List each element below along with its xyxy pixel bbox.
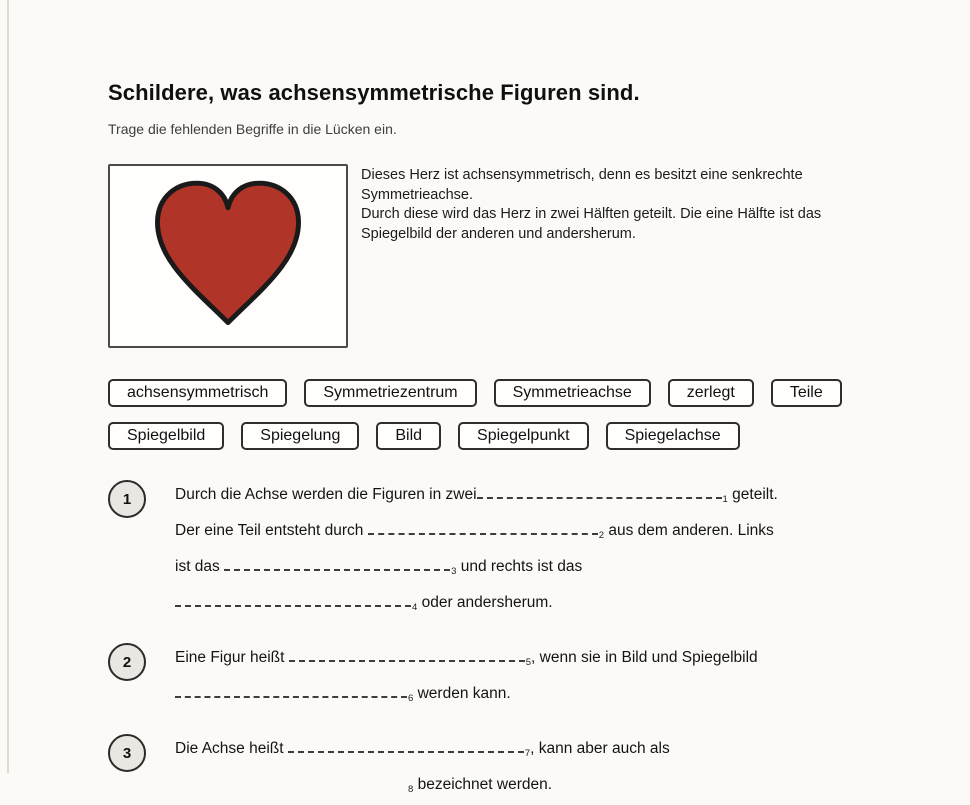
word-bank-row (108, 379, 970, 407)
blank-number-3: 3 (451, 566, 457, 577)
blank-7[interactable] (288, 734, 524, 753)
exercise-line (175, 551, 778, 587)
exercise-text-segment: Die Achse heißt (175, 740, 288, 757)
exercise-text-segment: werden kann. (413, 685, 511, 702)
exercise-line (407, 769, 670, 805)
blank-2[interactable] (368, 516, 598, 535)
exercises (108, 479, 970, 805)
intro-line: Dieses Herz ist achsensymmetrisch, denn es besitzt eine senkrechte (361, 167, 803, 183)
word-chip[interactable]: Teile (771, 379, 842, 407)
blank-number-5: 5 (525, 657, 532, 668)
intro-section (108, 164, 970, 348)
blank-5[interactable] (289, 643, 525, 662)
word-chip[interactable]: Symmetrieachse (494, 379, 651, 407)
word-bank (108, 379, 970, 450)
blank-number-6: 6 (408, 693, 414, 704)
word-chip[interactable]: Spiegelpunkt (458, 422, 589, 450)
exercise-text (175, 642, 758, 714)
exercise-text-segment: und rechts ist das (456, 558, 583, 575)
word-chip[interactable]: Spiegelachse (606, 422, 740, 450)
exercise-text-segment: aus dem anderen. Links (604, 522, 774, 539)
word-chip[interactable]: achsensymmetrisch (108, 379, 287, 407)
exercise-row (108, 479, 970, 623)
exercise-line (175, 515, 778, 551)
blank-number-8: 8 (408, 784, 414, 795)
exercise-text-segment: Durch die Achse werden die Figuren in zwei (175, 486, 477, 503)
exercise-row (108, 733, 970, 805)
blank-3[interactable] (224, 552, 450, 571)
page-subtitle: Trage die fehlenden Begriffe in die Lücken ein. (108, 121, 397, 137)
blank-6[interactable] (175, 679, 407, 698)
heart-box (108, 164, 348, 348)
exercise-number-badge: 2 (108, 643, 146, 681)
blank-number-4: 4 (412, 602, 418, 613)
blank-1[interactable] (477, 480, 722, 499)
blank-4[interactable] (175, 588, 411, 607)
exercise-line (175, 587, 778, 623)
exercise-text-segment: , kann aber auch als (530, 740, 670, 757)
page-title: Schildere, was achsensymmetrische Figuren sind. (108, 80, 640, 105)
intro-line: Symmetrieachse. (361, 186, 474, 203)
exercise-text-segment: , wenn sie in Bild und Spiegelbild (531, 649, 758, 666)
heart-image (146, 175, 310, 339)
intro-line: Spiegelbild der anderen und andersherum. (361, 225, 636, 242)
exercise-text-segment: geteilt. (727, 486, 778, 503)
exercise-text (175, 479, 778, 623)
exercise-row (108, 642, 970, 714)
exercise-text-segment: bezeichnet werden. (413, 776, 553, 793)
blank-number-1: 1 (722, 494, 728, 505)
blank-number-2: 2 (598, 530, 605, 541)
exercise-line (175, 678, 758, 714)
exercise-number-badge: 1 (108, 480, 146, 518)
exercise-text-segment: ist das (175, 558, 225, 575)
word-chip[interactable]: Bild (376, 422, 441, 450)
exercise-text-segment: Eine Figur heißt (175, 649, 289, 666)
word-chip[interactable]: zerlegt (668, 379, 754, 407)
exercise-text-segment: oder andersherum. (417, 594, 553, 611)
page-left-edge (7, 0, 9, 773)
intro-line: Durch diese wird das Herz in zwei Hälften geteilt. Die eine Hälfte ist das (361, 206, 822, 222)
exercise-line (175, 479, 778, 515)
exercise-text-segment: Der eine Teil entsteht durch (175, 522, 368, 539)
intro-text (361, 164, 961, 244)
exercise-line (175, 642, 758, 678)
word-chip[interactable]: Spiegelbild (108, 422, 224, 450)
word-chip[interactable]: Symmetriezentrum (304, 379, 476, 407)
word-bank-row (108, 422, 970, 450)
exercise-line (175, 733, 670, 769)
exercise-number-badge: 3 (108, 734, 146, 772)
word-chip[interactable]: Spiegelung (241, 422, 359, 450)
exercise-text (175, 733, 670, 805)
blank-number-7: 7 (524, 748, 531, 759)
